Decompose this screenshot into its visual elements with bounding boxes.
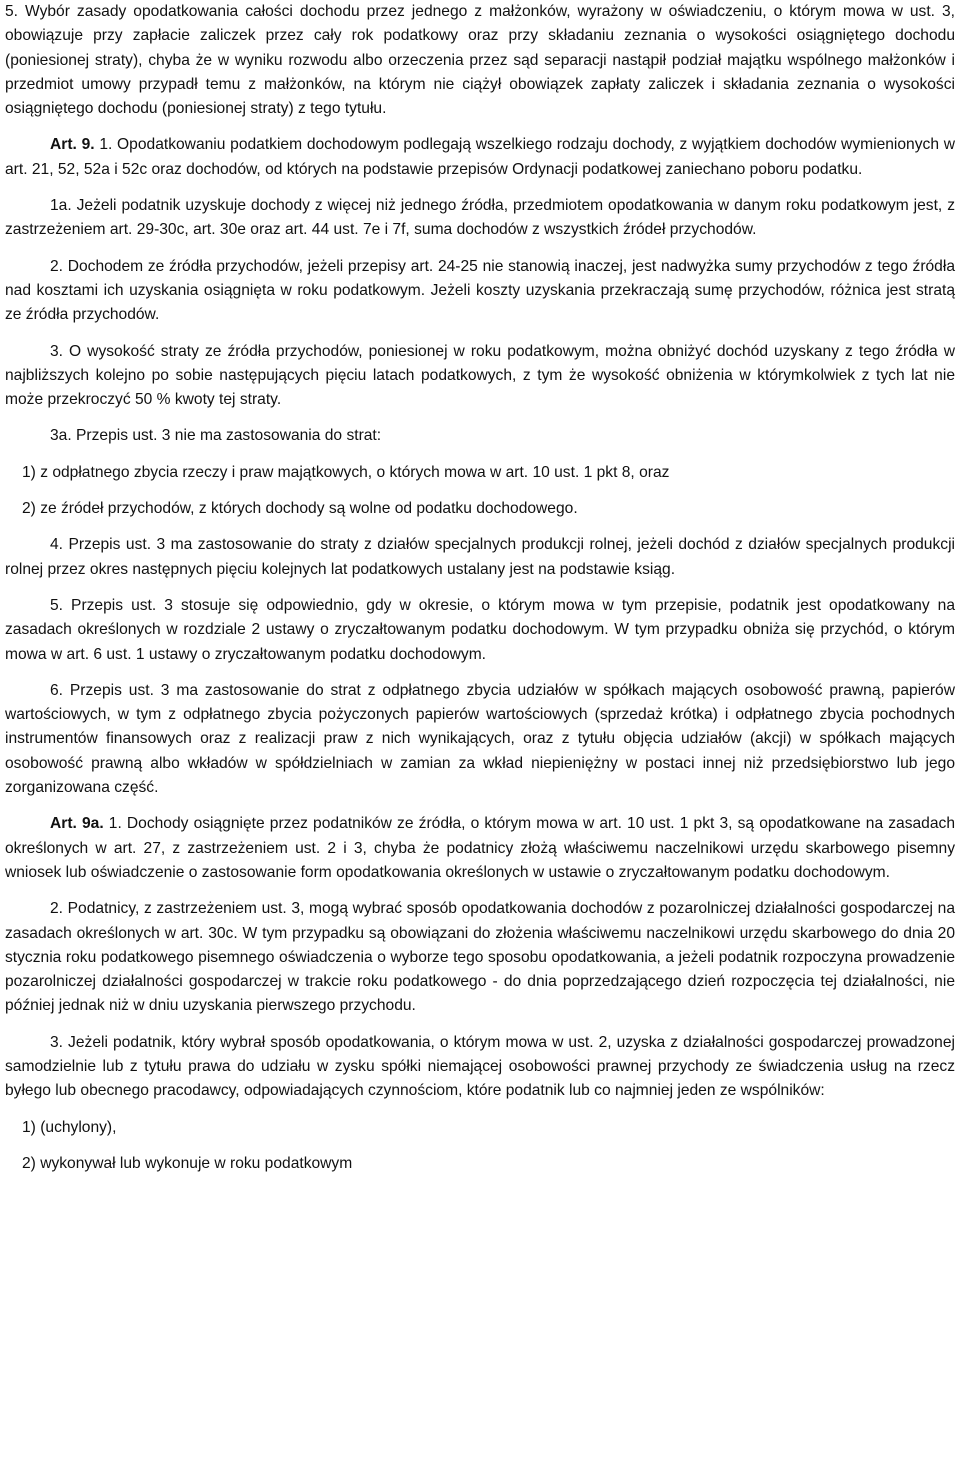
paragraph-art9-ust1a: 1a. Jeżeli podatnik uzyskuje dochody z więcej niż jednego źródła, przedmiotem opodatkowania w danym roku podatkowym jest, z zastrzeżeniem art. 29-30c, art. 30e oraz art. 44 ust. 7e i 7f, suma dochodów z wszystkich źródeł przychodów. bbox=[5, 197, 955, 239]
paragraph-text: 1. Opodatkowaniu podatkiem dochodowym podlegają wszelkiego rodzaju dochody, z wyjątkiem dochodów wymienionych w art. 21, 52, 52a i 52c oraz dochodów, od których na podstawie przepisów Ordynacji podatkowej zaniechano poboru podatku. bbox=[5, 136, 955, 178]
paragraph-art9-ust1 bbox=[5, 133, 955, 182]
paragraph-art8-ust5: 5. Wybór zasady opodatkowania całości dochodu przez jednego z małżonków, wyrażony w oświadczeniu, o którym mowa w ust. 3, obowiązuje przy zapłacie zaliczek przez cały rok podatkowy oraz przy składaniu zeznania o wysokości osiągniętego dochodu (poniesionej straty), chyba że w wyniku rozwodu albo orzeczenia przez sąd separacji nastąpił podział majątku wspólnego małżonków i przedmiot umowy przypadł temu z małżonków, na którym nie ciążył obowiązek zapłaty zaliczek i składania zeznania o wysokości osiągniętego dochodu (poniesionej straty) z tego tytułu. bbox=[5, 3, 955, 118]
list-item-art9-ust3a-pkt2: 2) ze źródeł przychodów, z których dochody są wolne od podatku dochodowego. bbox=[22, 500, 578, 518]
article-heading-art9a: Art. 9a. bbox=[50, 815, 104, 833]
paragraph-art9-ust4: 4. Przepis ust. 3 ma zastosowanie do straty z działów specjalnych produkcji rolnej, jeżeli dochód z działów specjalnych produkcji rolnej przez okres następnych pięciu kolejnych lat podatkowych ustalany jest na podstawie ksiąg. bbox=[5, 536, 955, 578]
list-item-art9-ust3a-pkt1: 1) z odpłatnego zbycia rzeczy i praw majątkowych, o których mowa w art. 10 ust. 1 pkt 8, oraz bbox=[22, 463, 670, 481]
paragraph-art9-ust3: 3. O wysokość straty ze źródła przychodów, poniesionej w roku podatkowym, można obniżyć dochód uzyskany z tego źródła w najbliższych kolejno po sobie następujących pięciu latach podatkowych, z tym że wysokość obniżenia w którymkolwiek z tych lat nie może przekroczyć 50 % kwoty tej straty. bbox=[5, 342, 955, 409]
article-heading-art9: Art. 9. bbox=[50, 136, 95, 154]
list-item-art9a-ust3-pkt2: 2) wykonywał lub wykonuje w roku podatkowym bbox=[22, 1154, 353, 1172]
document-page bbox=[5, 0, 955, 1188]
paragraph-art9-ust6: 6. Przepis ust. 3 ma zastosowanie do strat z odpłatnego zbycia udziałów w spółkach mających osobowość prawną, papierów wartościowych, w tym z odpłatnego zbycia pożyczonych papierów wartościowych (sprzedaż krótka) i odpłatnego zbycia pochodnych instrumentów finansowych oraz z realizacji praw z nich wynikających, oraz z tytułu objęcia udziałów (akcji) w spółkach mających osobowość prawną albo wkładów w spółdzielniach w zamian za wkład niepieniężny w postaci innej niż przedsiębiorstwo lub jego zorganizowana część. bbox=[5, 681, 955, 797]
paragraph-text: 1. Dochody osiągnięte przez podatników ze źródła, o którym mowa w art. 10 ust. 1 pkt 3, są opodatkowane na zasadach określonych w art. 27, z zastrzeżeniem ust. 2 i 3, chyba że podatnicy złożą właściwemu naczelnikowi urzędu skarbowego pisemny wniosek lub oświadczenie o zastosowanie form opodatkowania określonych w ustawie o zryczałtowanym podatku dochodowym. bbox=[5, 815, 955, 881]
paragraph-art9-ust5: 5. Przepis ust. 3 stosuje się odpowiednio, gdy w okresie, o którym mowa w tym przepisie, podatnik jest opodatkowany na zasadach określonych w rozdziale 2 ustawy o zryczałtowanym podatku dochodowym. W tym przypadku obniża się przychód, o którym mowa w art. 6 ust. 1 ustawy o zryczałtowanym podatku dochodowym. bbox=[5, 596, 955, 663]
paragraph-art9-ust2: 2. Dochodem ze źródła przychodów, jeżeli przepisy art. 24-25 nie stanowią inaczej, jest nadwyżka sumy przychodów z tego źródła nad kosztami ich uzyskania osiągnięta w roku podatkowym. Jeżeli koszty uzyskania przekraczają sumę przychodów, różnica jest stratą ze źródła przychodów. bbox=[5, 257, 955, 324]
paragraph-art9a-ust2: 2. Podatnicy, z zastrzeżeniem ust. 3, mogą wybrać sposób opodatkowania dochodów z pozarolniczej działalności gospodarczej na zasadach określonych w art. 30c. W tym przypadku są obowiązani do złożenia właściwemu naczelnikowi urzędu skarbowego do dnia 20 stycznia roku podatkowego pisemnego oświadczenia o wyborze tego sposobu opodatkowania, a jeżeli podatnik rozpoczyna prowadzenie pozarolniczej działalności gospodarczej w trakcie roku podatkowego - do dnia poprzedzającego dzień rozpoczęcia tej działalności, nie później jednak niż w dniu uzyskania pierwszego przychodu. bbox=[5, 900, 955, 1015]
paragraph-art9-ust3a: 3a. Przepis ust. 3 nie ma zastosowania do strat: bbox=[50, 427, 382, 445]
paragraph-art9a-ust1 bbox=[5, 812, 955, 885]
paragraph-art9a-ust3: 3. Jeżeli podatnik, który wybrał sposób opodatkowania, o którym mowa w ust. 2, uzyska z działalności gospodarczej prowadzonej samodzielnie lub z tytułu prawa do udziału w zysku spółki niemającej osobowości prawnej przychody ze świadczenia usług na rzecz byłego lub obecnego pracodawcy, odpowiadających czynnościom, które podatnik lub co najmniej jeden ze wspólników: bbox=[5, 1033, 955, 1100]
list-item-art9a-ust3-pkt1: 1) (uchylony), bbox=[22, 1118, 117, 1136]
